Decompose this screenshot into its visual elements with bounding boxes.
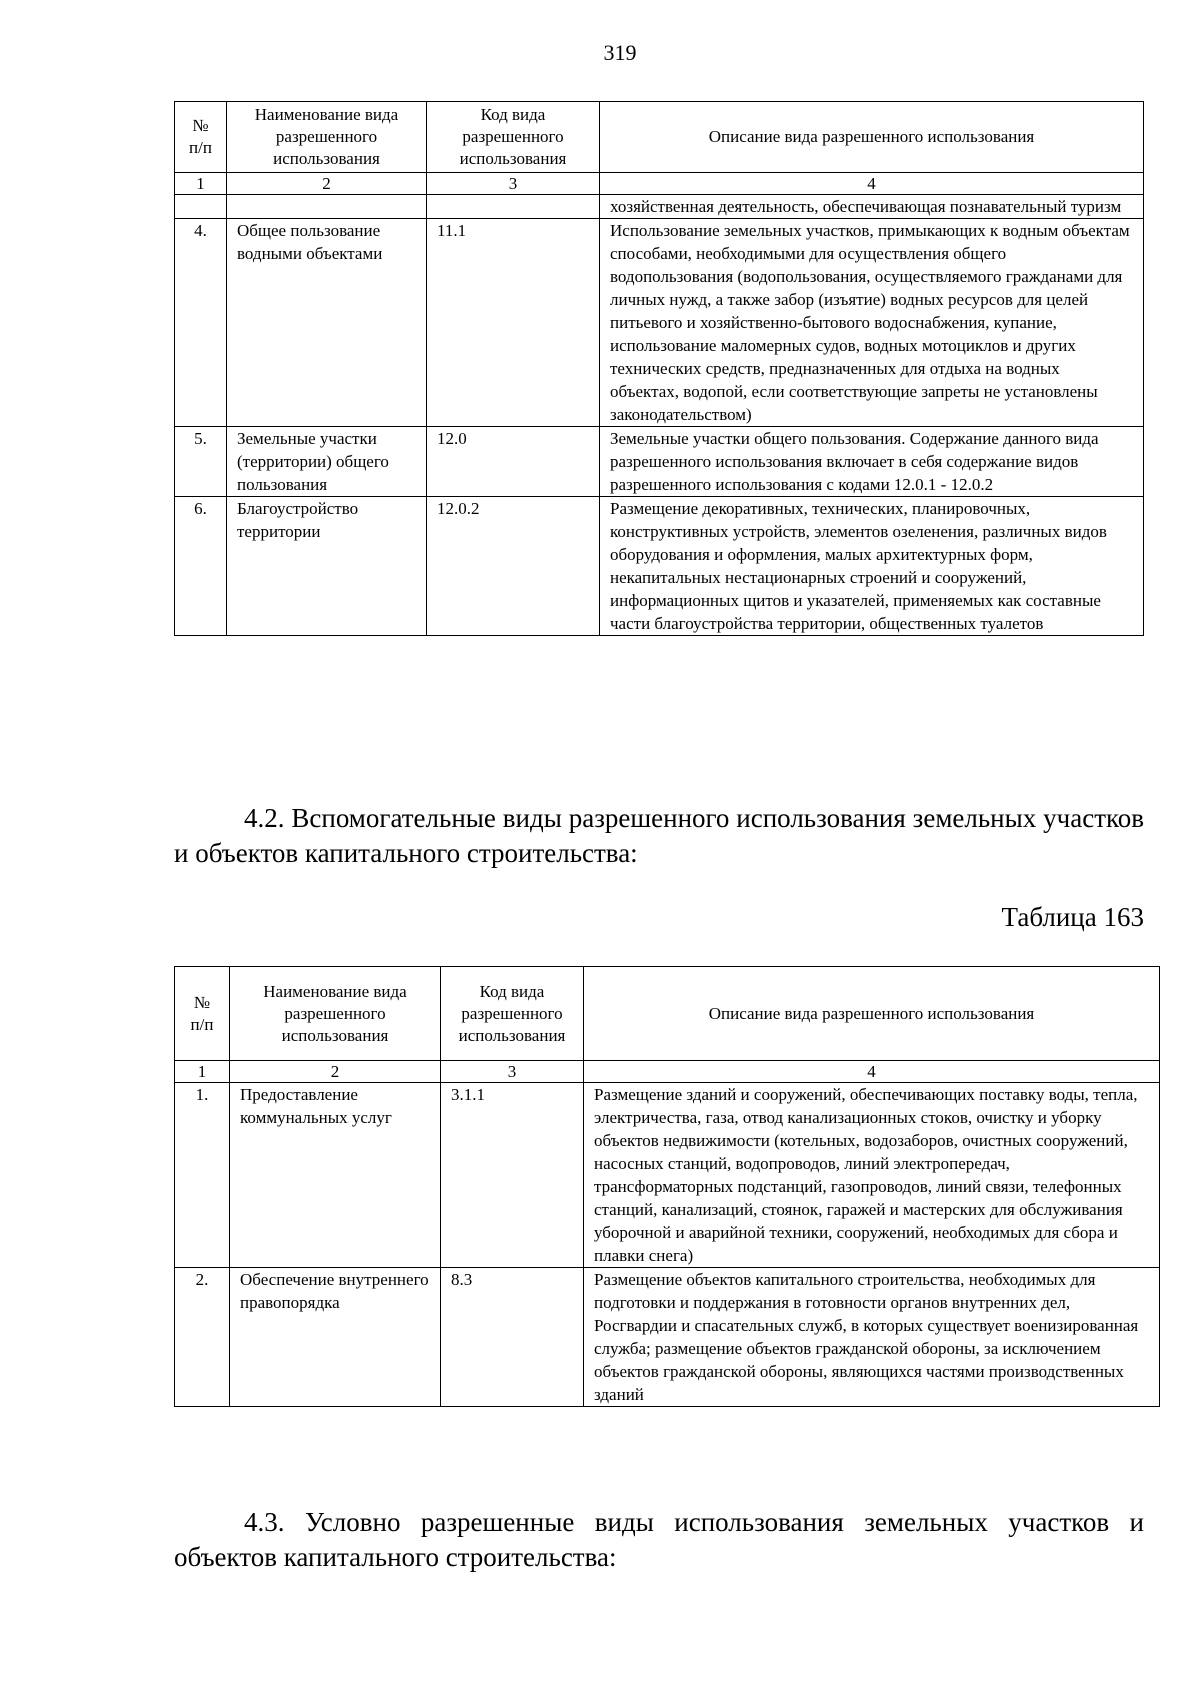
row-code: 12.0.2 — [427, 497, 600, 636]
column-numbers-row — [175, 1061, 1160, 1083]
column-number: 4 — [584, 1061, 1160, 1083]
column-number: 2 — [227, 173, 427, 195]
row-desc: Земельные участки общего пользования. Содержание данного вида разрешенного использования включает в себя содержание видов разрешенного использования с кодами 12.0.1 - 12.0.2 — [600, 427, 1144, 497]
row-name: Предоставление коммунальных услуг — [230, 1083, 441, 1268]
row-desc: Использование земельных участков, примыкающих к водным объектам способами, необходимыми для осуществления общего водопользования (водопользования, осуществляемого гражданами для личных нужд, а также забор (изъятие) водных ресурсов для целей питьевого и хозяйственно-бытового водоснабжения, купание, использование маломерных судов, водных мотоциклов и других технических средств, предназначенных для отдыха на водных объектах, водопой, если соответствующие запреты не установлены законодательством) — [600, 219, 1144, 427]
column-number: 2 — [230, 1061, 441, 1083]
column-number: 1 — [175, 1061, 230, 1083]
header-code: Код вида разрешенного использования — [427, 102, 600, 173]
table-row — [175, 427, 1144, 497]
row-code: 11.1 — [427, 219, 600, 427]
section-4-2-heading: 4.2. Вспомогательные виды разрешенного использования земельных участков и объектов капитального строительства: — [174, 803, 1144, 868]
table-row — [175, 1268, 1160, 1407]
column-number: 4 — [600, 173, 1144, 195]
row-desc: Размещение зданий и сооружений, обеспечивающих поставку воды, тепла, электричества, газа, отвод канализационных стоков, очистку и уборку объектов недвижимости (котельных, водозаборов, очистных сооружений, насосных станций, водопроводов, линий электропередач, трансформаторных подстанций, газопроводов, линий связи, телефонных станций, канализаций, стоянок, гаражей и мастерских для обслуживания уборочной и аварийной техники, сооружений, необходимых для сбора и плавки снега) — [584, 1083, 1160, 1268]
row-name: Земельные участки (территории) общего пользования — [227, 427, 427, 497]
table-row — [175, 195, 1144, 219]
row-desc: Размещение декоративных, технических, планировочных, конструктивных устройств, элементов озеленения, различных видов оборудования и оформления, малых архитектурных форм, некапитальных нестационарных строений и сооружений, информационных щитов и указателей, применяемых как составные части благоустройства территории, общественных туалетов — [600, 497, 1144, 636]
header-num: № п/п — [175, 102, 227, 173]
header-desc: Описание вида разрешенного использования — [584, 967, 1160, 1061]
row-code: 3.1.1 — [441, 1083, 584, 1268]
section-4-3-heading: 4.3. Условно разрешенные виды использования земельных участков и объектов капитального строительства: — [174, 1507, 1144, 1572]
row-desc: Размещение объектов капитального строительства, необходимых для подготовки и поддержания в готовности органов внутренних дел, Росгвардии и спасательных служб, в которых существует военизированная служба; размещение объектов гражданской обороны, за исключением объектов гражданской обороны, являющихся частями производственных зданий — [584, 1268, 1160, 1407]
row-name — [227, 195, 427, 219]
column-numbers-row — [175, 173, 1144, 195]
row-num: 2. — [175, 1268, 230, 1407]
column-number: 3 — [427, 173, 600, 195]
table-caption: Таблица 163 — [1001, 902, 1144, 932]
header-code: Код вида разрешенного использования — [441, 967, 584, 1061]
column-number: 1 — [175, 173, 227, 195]
table-row — [175, 1083, 1160, 1268]
row-code: 12.0 — [427, 427, 600, 497]
row-name: Обеспечение внутреннего правопорядка — [230, 1268, 441, 1407]
header-num: № п/п — [175, 967, 230, 1061]
row-num: 5. — [175, 427, 227, 497]
row-num — [175, 195, 227, 219]
permitted-use-table-continued — [174, 101, 1144, 636]
auxiliary-use-table — [174, 966, 1160, 1407]
header-name: Наименование вида разрешенного использования — [230, 967, 441, 1061]
row-num: 1. — [175, 1083, 230, 1268]
column-number: 3 — [441, 1061, 584, 1083]
row-num: 4. — [175, 219, 227, 427]
row-name: Общее пользование водными объектами — [227, 219, 427, 427]
table-row — [175, 497, 1144, 636]
header-name: Наименование вида разрешенного использования — [227, 102, 427, 173]
row-code: 8.3 — [441, 1268, 584, 1407]
table-row — [175, 219, 1144, 427]
row-name: Благоустройство территории — [227, 497, 427, 636]
row-code — [427, 195, 600, 219]
row-num: 6. — [175, 497, 227, 636]
page-number: 319 — [603, 40, 637, 65]
row-desc: хозяйственная деятельность, обеспечивающая познавательный туризм — [600, 195, 1144, 219]
header-desc: Описание вида разрешенного использования — [600, 102, 1144, 173]
